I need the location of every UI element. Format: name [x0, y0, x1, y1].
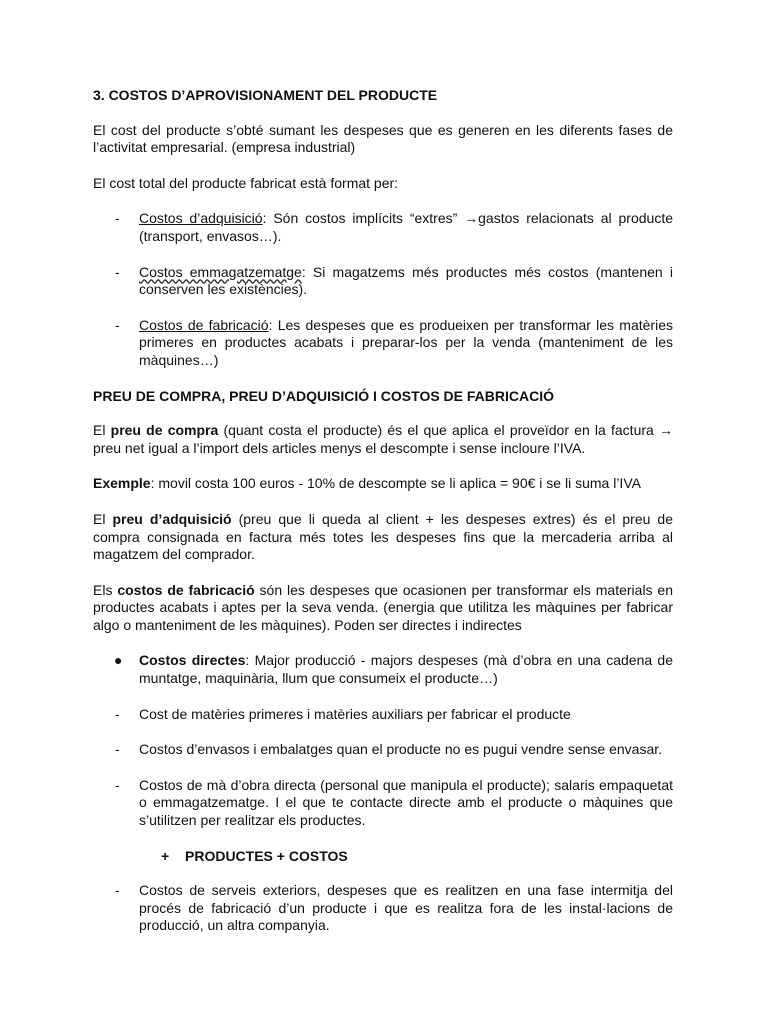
list-item-materies — [93, 706, 673, 724]
list-item-fabricacio — [93, 317, 673, 370]
item-text: Costos de mà d’obra directa (personal que manipula el producte); salaris empaquetat o emmagatzematge. I el que te contacte directe amb el producte o màquines que s’utilitzen per realitzar els productes. — [139, 776, 673, 829]
item-text: : Major producció - majors despeses (mà d’obra en una cadena de muntatge, maquinària, llum que consumeix el producte…) — [139, 652, 673, 687]
term-costos-emmagatzematge: Costos emmagatzematge — [139, 263, 302, 280]
term-costos-adquisicio: Costos d’adquisició — [139, 210, 263, 227]
text-run: són les despeses que ocasionen per transformar els materials en productes acabats i aptes per la seva venda. (energia que utilitza les màquines per fabricar algo o manteniment de les màquines). Poden ser directes i indirectes — [93, 581, 673, 633]
list-item-emmagatzematge — [93, 264, 673, 299]
plus-note — [93, 848, 673, 866]
list-item-ma-obra — [93, 777, 673, 830]
list-item-envasos — [93, 741, 673, 759]
subsection-heading: PREU DE COMPRA, PREU D’ADQUISICIÓ I COSTOS DE FABRICACIÓ — [93, 387, 555, 404]
dash-marker: - — [115, 776, 120, 793]
term-costos-directes: Costos directes — [139, 652, 246, 669]
text-run: Els — [93, 581, 118, 598]
dash-marker: - — [115, 210, 120, 227]
term-costos-fabricacio-bold: costos de fabricació — [117, 581, 255, 598]
dash-marker: - — [115, 316, 120, 333]
section-heading: 3. COSTOS D’APROVISIONAMENT DEL PRODUCTE — [93, 87, 438, 103]
item-text: : Si magatzems més productes més costos (mantenen i conserven les existències). — [139, 263, 673, 298]
item-text: Costos de serveis exteriors, despeses que es realitzen en una fase intermitja del procés de fabricació d’un producte i que es realitza fora de les instal·lacions de producció, un altra companyia. — [139, 882, 673, 934]
term-preu-compra: preu de compra — [110, 422, 219, 439]
dash-marker: - — [115, 705, 120, 722]
plus-icon: + — [161, 847, 170, 864]
text-run: El — [93, 510, 113, 527]
item-text: : Les despeses que es produeixen per transformar les matèries primeres en productes acabats i preparar-los per la venda (manteniment de les màquines…) — [139, 316, 673, 368]
text-run: El — [93, 422, 111, 439]
list-item-costos-directes — [93, 652, 673, 687]
total-cost-intro: El cost total del producte fabricat està format per: — [93, 174, 399, 191]
document-body — [93, 87, 673, 953]
text-run: : movil costa 100 euros - 10% de descompte se li aplica = 90€ i se li suma l’IVA — [150, 475, 641, 492]
exemple-paragraph — [93, 475, 673, 493]
preu-compra-paragraph — [93, 422, 673, 457]
term-costos-fabricacio: Costos de fabricació — [139, 316, 269, 333]
dash-marker: - — [115, 882, 120, 899]
intro-paragraph: El cost del producte s’obté sumant les despeses que es generen en les diferents fases de l’activitat empresarial. (empresa industrial) — [93, 121, 673, 156]
term-preu-adquisicio: preu d’adquisició — [112, 510, 232, 527]
dash-marker: - — [115, 741, 120, 758]
term-exemple: Exemple — [93, 475, 151, 492]
list-item-adquisicio — [93, 210, 673, 245]
bullet-icon: ● — [114, 652, 123, 669]
preu-adquisicio-paragraph — [93, 511, 673, 564]
dash-marker: - — [115, 263, 120, 280]
item-text: Cost de matèries primeres i matèries auxiliars per fabricar el producte — [139, 705, 571, 722]
text-run: (quant costa el producte) és el que aplica el proveïdor en la factura → preu net igual a l’import dels articles menys el descompte i sense incloure l’IVA. — [93, 422, 673, 456]
item-text: Costos d’envasos i embalatges quan el producte no es pugui vendre sense envasar. — [139, 741, 663, 758]
costos-fabricacio-paragraph — [93, 582, 673, 635]
plus-note-text: PRODUCTES + COSTOS — [185, 847, 348, 864]
text-run: (preu que li queda al client + les despeses extres) és el preu de compra consignada en factura més totes les despeses fins que la mercaderia arriba al magatzem del comprador. — [93, 510, 673, 563]
item-text: : Són costos implícits “extres” →gastos relacionats al producte (transport, envasos…). — [139, 210, 674, 244]
list-item-serveis-exteriors — [93, 882, 673, 935]
